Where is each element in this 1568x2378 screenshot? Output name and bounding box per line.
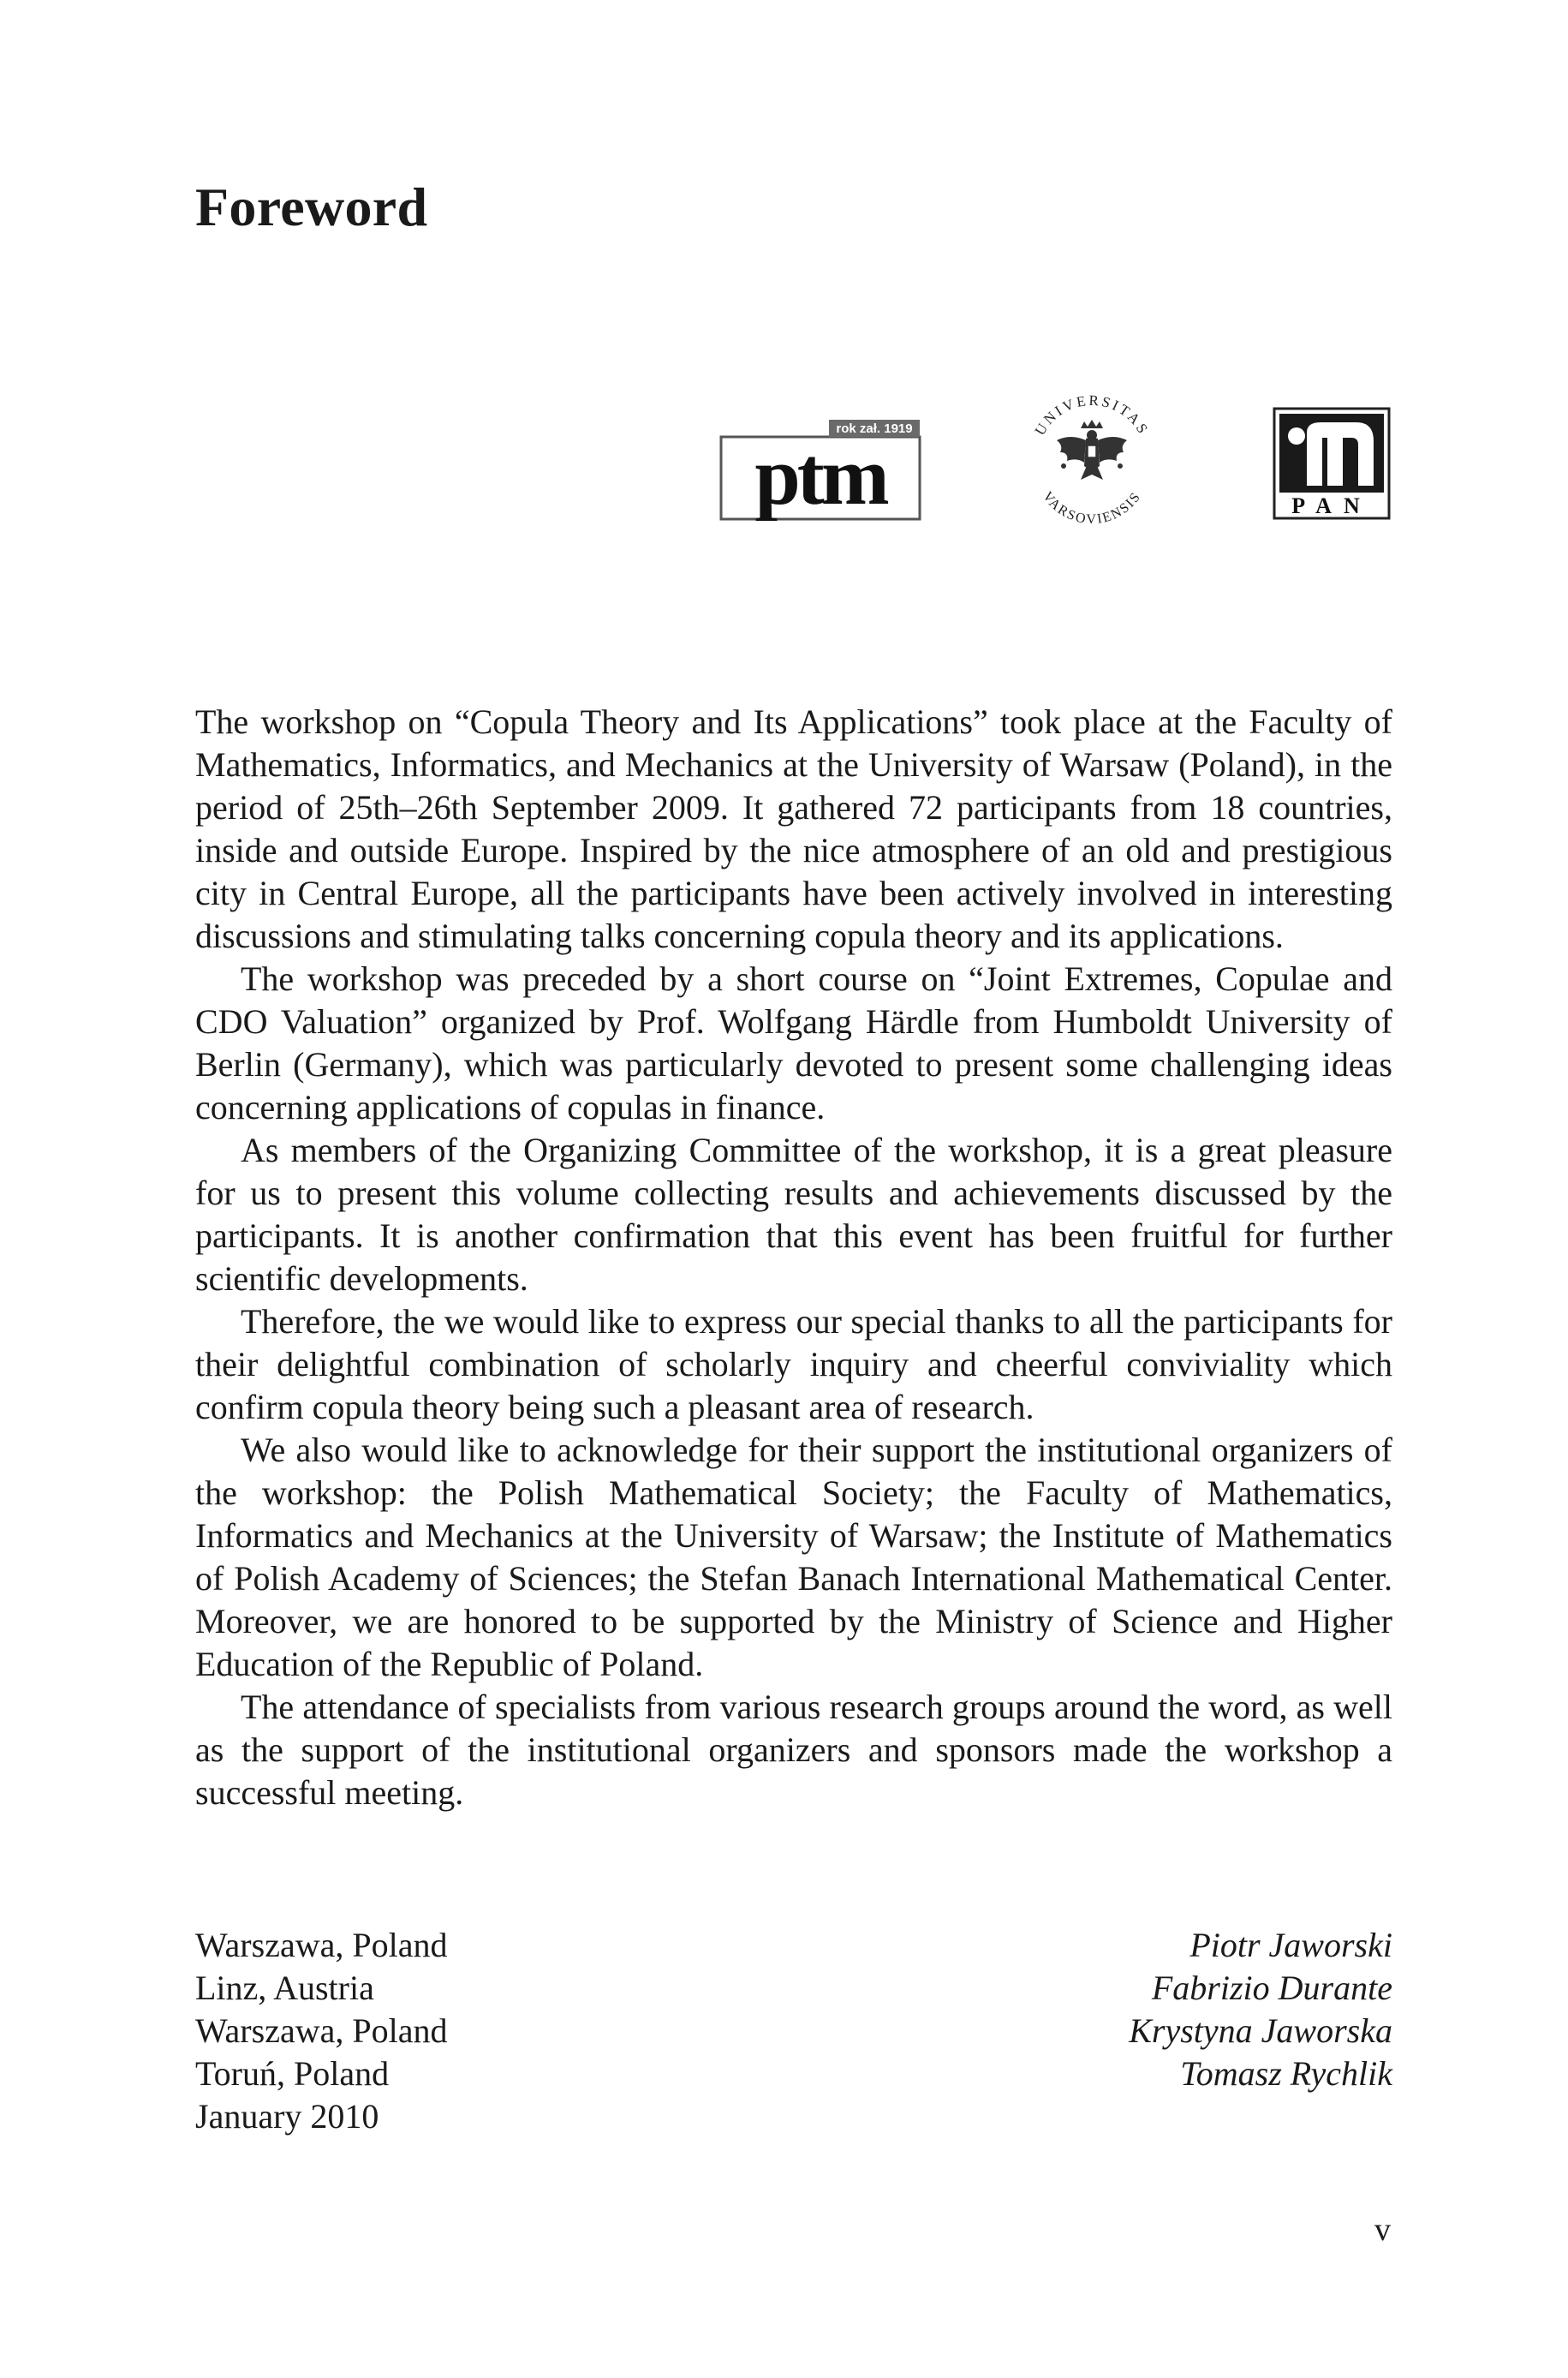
paragraph: The attendance of specialists from various research groups around the word, as well as the support of the institutional organizers and sponsors made the workshop a successful meeting.: [195, 1688, 1392, 1812]
place-line: Warszawa, Poland: [195, 1926, 448, 1964]
svg-text:VARSOVIENSIS: [1040, 489, 1144, 527]
place-line: Toruń, Poland: [195, 2054, 390, 2093]
ptm-logo: [719, 418, 921, 521]
paragraph: The workshop was preceded by a short course on “Joint Extremes, Copulae and CDO Valuation” organized by Prof. Wolfgang Härdle from Humboldt University of Berlin (Germany), which was particularly devoted to present some challenging ideas concerning applications of copulas in finance.: [195, 959, 1392, 1126]
impan-logo-text: PAN: [1291, 493, 1372, 518]
place-line: Warszawa, Poland: [195, 2011, 448, 2050]
impan-logo: [1273, 407, 1391, 520]
paragraph: Therefore, the we would like to express our special thanks to all the participants for their delightful combination of scholarly inquiry and cheerful conviviality which confirm copula theory being such a pleasant area of research.: [195, 1302, 1392, 1426]
paragraph: The workshop on “Copula Theory and Its Applications” took place at the Faculty of Mathematics, Informatics, and Mechanics at the University of Warsaw (Poland), in the period of 25th–26th September 2009. It gathered 72 participants from 18 countries, inside and outside Europe. Inspired by the nice atmosphere of an old and prestigious city in Central Europe, all the participants have been actively involved in interesting discussions and stimulating talks concerning copula theory and its applications.: [195, 702, 1392, 955]
place-line: Linz, Austria: [195, 1969, 374, 2007]
author-name: Tomasz Rychlik: [1180, 2054, 1392, 2093]
signature-places: [195, 1924, 447, 2138]
date-line: January 2010: [195, 2097, 379, 2136]
paragraph: We also would like to acknowledge for their support the institutional organizers of the workshop: the Polish Mathematical Society; the Faculty of Mathematics, Informatics and Mechanics at the University of Warsaw; the Institute of Mathematics of Polish Academy of Sciences; the Stefan Banach International Mathematical Center. Moreover, we are honored to be supported by the Ministry of Science and Higher Education of the Republic of Poland.: [195, 1431, 1392, 1683]
author-name: Krystyna Jaworska: [1129, 2011, 1392, 2050]
signature-authors: [1129, 1924, 1392, 2095]
author-name: Fabrizio Durante: [1151, 1969, 1392, 2007]
seal-bottom-text: VARSOVIENSIS: [1040, 489, 1144, 528]
foreword-body: [195, 701, 1392, 1814]
page-title: Foreword: [195, 176, 428, 237]
page-number: v: [1374, 2212, 1391, 2248]
ptm-badge-text: rok zał. 1919: [836, 421, 913, 436]
paragraph: As members of the Organizing Committee of the workshop, it is a great pleasure for us to present this volume collecting results and achievements discussed by the participants. It is another confirmation that this event has been fruitful for further scientific developments.: [195, 1131, 1392, 1298]
ptm-logo-text: ptm: [754, 430, 886, 521]
author-name: Piotr Jaworski: [1189, 1926, 1392, 1964]
university-seal-icon: [1019, 384, 1165, 529]
seal-top-text: UNIVERSITAS: [1031, 391, 1153, 439]
